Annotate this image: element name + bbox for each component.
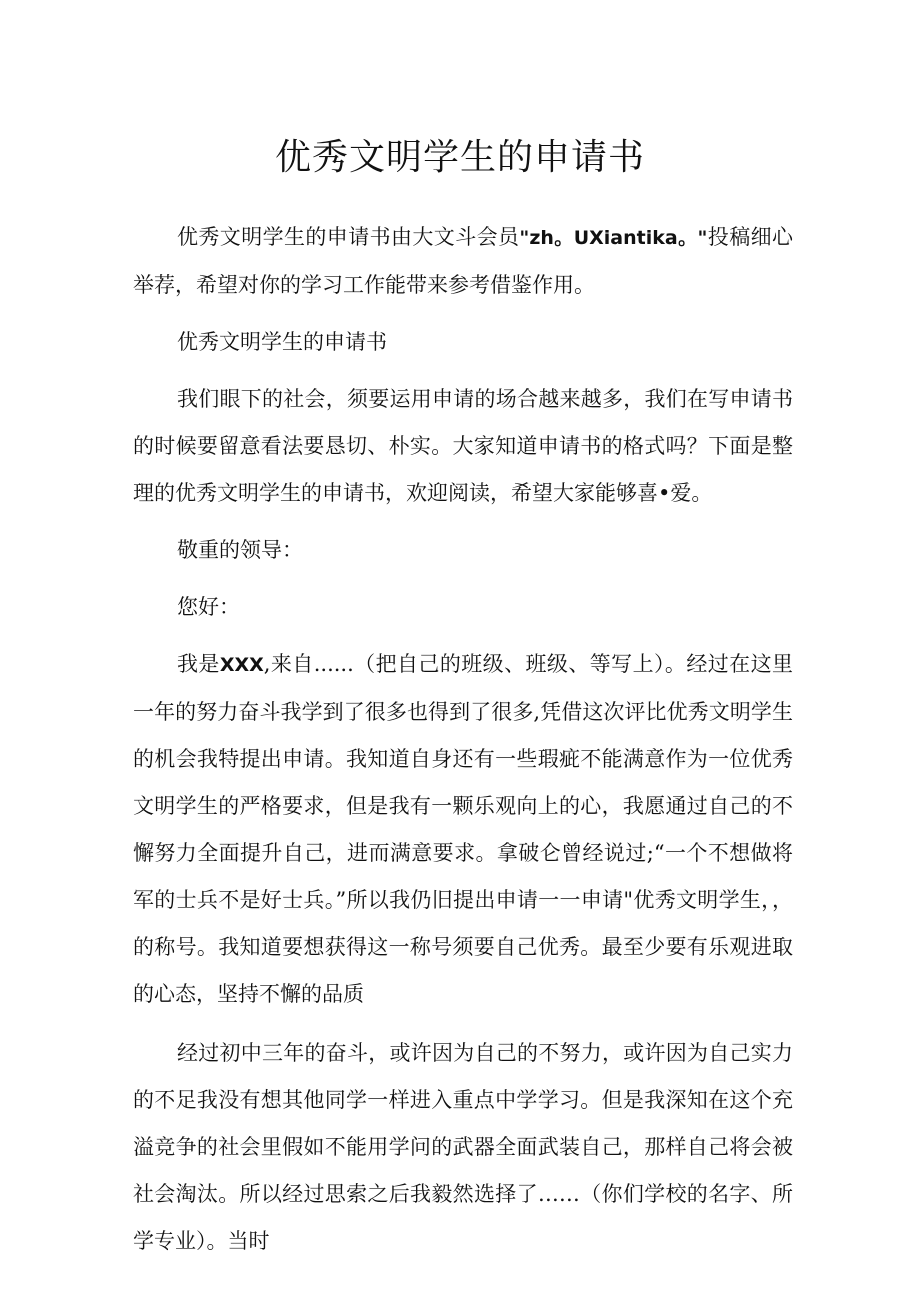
preface-paragraph: 我们眼下的社会，须要运用申请的场合越来越多，我们在写申请书的时候要留意看法要恳切、朴实。大家知道申请书的格式吗？下面是整理的优秀文明学生的申请书，欢迎阅读，希望大家能够喜•爱。 [133, 387, 793, 505]
intro-paragraph [133, 214, 793, 309]
salutation-paragraph: 敬重的领导： [177, 538, 303, 562]
subtitle-paragraph: 优秀文明学生的申请书 [177, 330, 387, 354]
body-paragraph-2: 经过初中三年的奋斗，或许因为自己的不努力，或许因为自己实力的不足我没有想其他同学一样进入重点中学学习。但是我深知在这个充溢竞争的社会里假如不能用学问的武器全面武装自己，那样自己将会被社会淘汰。所以经过思索之后我毅然选择了……（你们学校的名字、所学专业）。当时 [133, 1041, 793, 1253]
applicant-name: XXX [219, 654, 264, 676]
intro-text-after: 投稿细心举荐，希望对你的学习工作能带来参考借鉴作用。 [133, 225, 794, 297]
document-body [133, 214, 793, 1275]
body-paragraph-1 [133, 641, 793, 1018]
para1-text-after: ,来自......（把自己的班级、班级、等写上）。经过在这里一年的努力奋斗我学到了很多也得到了很多,凭借这次评比优秀文明学生的机会我特提出申请。我知道自身还有一些瑕疵不能满意作为一位优秀文明学生的严格要求，但是我有一颗乐观向上的心，我愿通过自己的不懈努力全面提升自己，进而满意要求。拿破仑曾经说过;“一个不想做将军的士兵不是好士兵。”所以我仍旧提出申请一一申请"优秀文明学生，，的称号。我知道要想获得这一称号须要自己优秀。最至少要有乐观进取的心态，坚持不懈的品质 [133, 652, 794, 1006]
greeting-paragraph: 您好： [177, 595, 240, 619]
para1-text-before: 我是 [177, 652, 220, 676]
contributor-name: "zh。UXiantika。" [519, 227, 708, 249]
intro-text-before: 优秀文明学生的申请书由大文斗会员 [177, 225, 520, 249]
document-title: 优秀文明学生的申请书 [274, 137, 645, 178]
